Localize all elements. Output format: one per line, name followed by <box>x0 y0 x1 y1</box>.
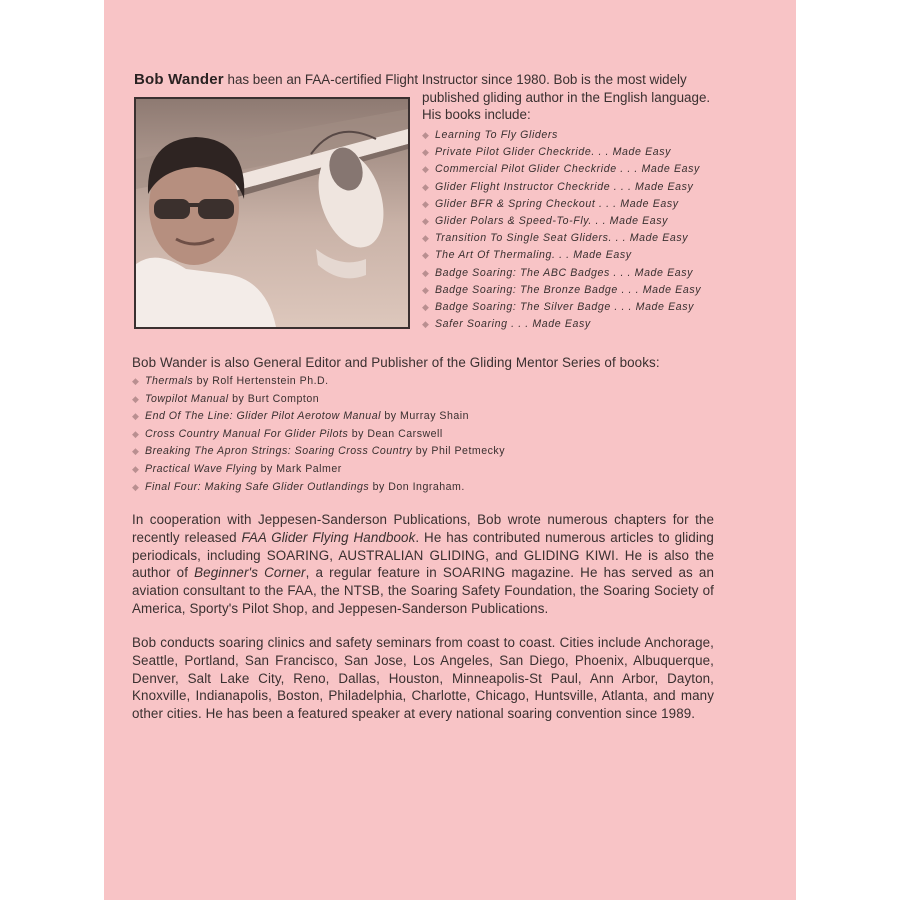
diamond-bullet-icon: ◆ <box>422 181 430 192</box>
diamond-bullet-icon: ◆ <box>132 411 140 422</box>
author-photo-image <box>136 99 408 327</box>
book-item: ◆ The Art Of Thermaling. . . Made Easy <box>422 247 701 264</box>
diamond-bullet-icon: ◆ <box>422 130 430 140</box>
diamond-bullet-icon: ◆ <box>422 284 430 295</box>
mentor-item: ◆ End Of The Line: Glider Pilot Aerotow Manual by Murray Shain <box>132 408 505 426</box>
book-item: ◆ Transition To Single Seat Gliders. . . Made Easy <box>422 230 701 247</box>
diamond-bullet-icon: ◆ <box>422 164 430 175</box>
mentor-item: ◆ Cross Country Manual For Glider Pilots by Dean Carswell <box>132 426 505 444</box>
diamond-bullet-icon: ◆ <box>422 147 430 158</box>
book-item: ◆ Badge Soaring: The Bronze Badge . . . Made Easy <box>422 282 701 299</box>
mentor-item: ◆ Towpilot Manual by Burt Compton <box>132 391 505 409</box>
author-photo <box>134 97 410 329</box>
diamond-bullet-icon: ◆ <box>132 393 140 404</box>
intro-text: has been an FAA-certified Flight Instructor since 1980. Bob is the most widely <box>223 72 687 87</box>
mentor-series-title: Bob Wander is also General Editor and Publisher of the Gliding Mentor Series of books: <box>132 355 660 370</box>
book-item: ◆ Glider Polars & Speed-To-Fly. . . Made Easy <box>422 213 701 230</box>
clinics-paragraph: Bob conducts soaring clinics and safety seminars from coast to coast. Cities include Anchorage, Seattle, Portland, San Francisco, San Jose, Los Angeles, San Diego, Phoenix, Albuquerque, Denver, Salt Lake City, Reno, Dallas, Houston, Minneapolis-St Paul, Ann Arbor, Dayton, Knoxville, Indianapolis, Boston, Philadelphia, Charlotte, Chicago, Huntsville, Atlanta, and many other cities. He has been a featured speaker at every national soaring convention since 1989. <box>132 635 714 722</box>
diamond-bullet-icon: ◆ <box>422 319 430 330</box>
books-list <box>422 127 701 333</box>
diamond-bullet-icon: ◆ <box>132 481 140 492</box>
mentor-item: ◆ Thermals by Rolf Hertenstein Ph.D. <box>132 373 505 391</box>
intro-continuation-1: published gliding author in the English language. <box>422 90 711 105</box>
book-item: ◆ Safer Soaring . . . Made Easy <box>422 316 701 333</box>
document-page <box>104 0 796 900</box>
intro-continuation-2: His books include: <box>422 106 531 122</box>
mentor-item: ◆ Practical Wave Flying by Mark Palmer <box>132 461 505 479</box>
diamond-bullet-icon: ◆ <box>422 233 430 244</box>
mentor-series-list <box>132 373 505 496</box>
diamond-bullet-icon: ◆ <box>422 216 430 227</box>
book-item: ◆ Badge Soaring: The ABC Badges . . . Made Easy <box>422 265 701 282</box>
diamond-bullet-icon: ◆ <box>132 376 140 386</box>
book-item: ◆ Glider Flight Instructor Checkride . . . Made Easy <box>422 179 701 196</box>
diamond-bullet-icon: ◆ <box>132 428 140 439</box>
jeppesen-paragraph: In cooperation with Jeppesen-Sanderson Publications, Bob wrote numerous chapters for the recently released FAA Glider Flying Handbook. He has contributed numerous articles to gliding periodicals, including SOARING, AUSTRALIAN GLIDING, and GLIDING KIWI. He is also the author of Beginner's Corner, a regular feature in SOARING magazine. He has served as an aviation consultant to the FAA, the NTSB, the Soaring Safety Foundation, the Soaring Society of America, Sporty's Pilot Shop, and Jeppesen-Sanderson Publications. <box>132 512 715 616</box>
book-item: ◆ Learning To Fly Gliders <box>422 127 701 144</box>
book-item: ◆ Glider BFR & Spring Checkout . . . Made Easy <box>422 196 701 213</box>
author-name: Bob Wander <box>134 71 224 88</box>
diamond-bullet-icon: ◆ <box>422 198 430 209</box>
diamond-bullet-icon: ◆ <box>132 463 140 474</box>
diamond-bullet-icon: ◆ <box>132 446 140 457</box>
intro-line <box>134 72 754 89</box>
book-item: ◆ Private Pilot Glider Checkride. . . Made Easy <box>422 144 701 161</box>
book-item: ◆ Badge Soaring: The Silver Badge . . . Made Easy <box>422 299 701 316</box>
intro-continuation <box>422 90 722 123</box>
diamond-bullet-icon: ◆ <box>422 250 430 261</box>
diamond-bullet-icon: ◆ <box>422 267 430 278</box>
mentor-item: ◆ Breaking The Apron Strings: Soaring Cross Country by Phil Petmecky <box>132 443 505 461</box>
diamond-bullet-icon: ◆ <box>422 302 430 313</box>
book-item: ◆ Commercial Pilot Glider Checkride . . . Made Easy <box>422 161 701 178</box>
mentor-item: ◆ Final Four: Making Safe Glider Outlandings by Don Ingraham. <box>132 479 505 497</box>
